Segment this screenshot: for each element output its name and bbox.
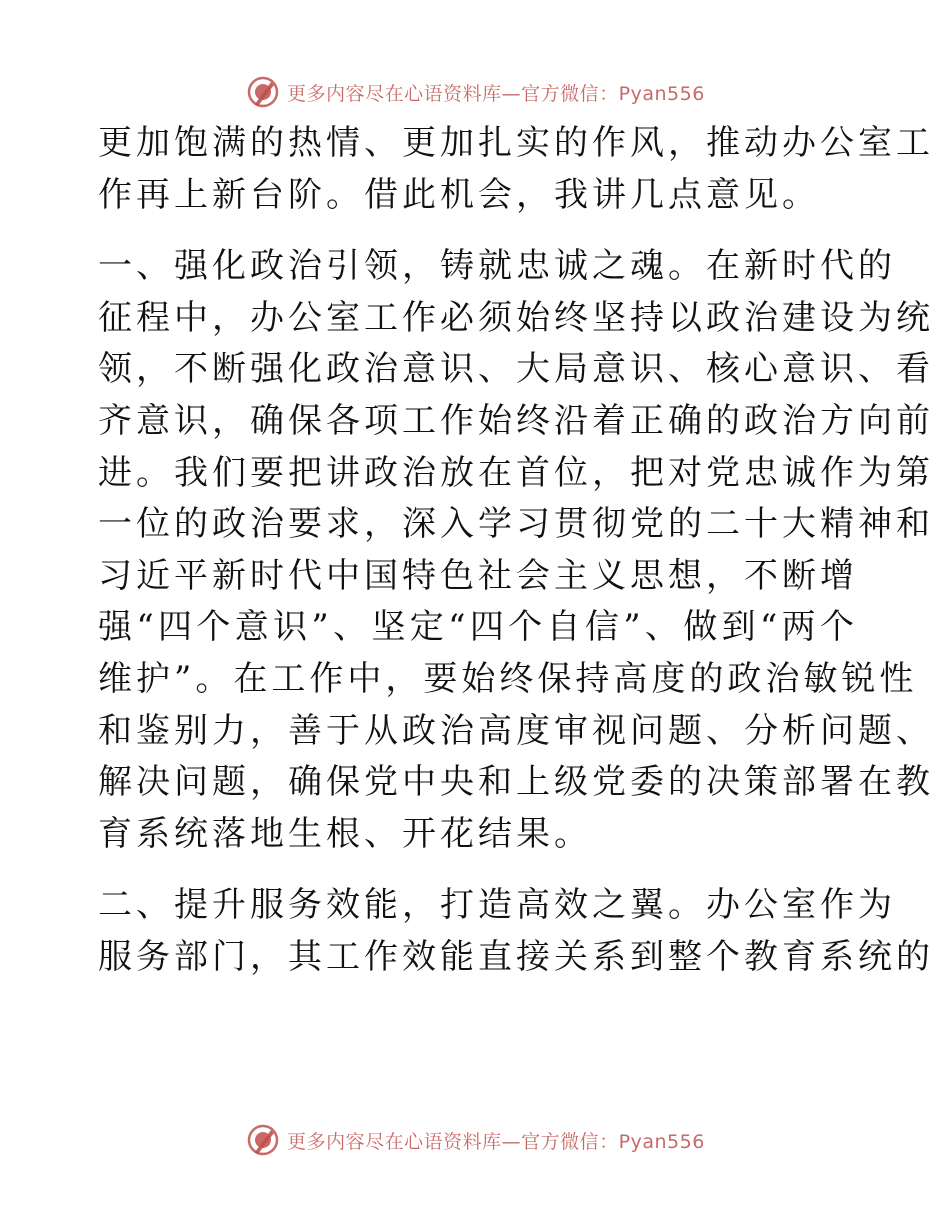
text-line: 二、提升服务效能，打造高效之翼。办公室作为 [98,885,896,926]
text-line: 进。我们要把讲政治放在首位，把对党忠诚作为第 [98,452,934,493]
text-line: 维护”。在工作中，要始终保持高度的政治敏锐性 [98,658,918,699]
text-line: 和鉴别力，善于从政治高度审视问题、分析问题、 [98,710,934,751]
text-line: 强“四个意识”、坚定“四个自信”、做到“两个 [98,607,858,648]
text-line: 领，不断强化政治意识、大局意识、核心意识、看 [98,349,934,390]
header-watermark [0,72,950,112]
text-line: 习近平新时代中国特色社会主义思想，不断增 [98,555,858,596]
text-line: 育系统落地生根、开花结果。 [98,813,592,854]
text-line: 更加饱满的热情、更加扎实的作风，推动办公室工 [98,123,934,163]
text-line: 征程中，办公室工作必须始终坚持以政治建设为统 [98,297,934,338]
document-body [98,118,934,984]
text-line: 齐意识，确保各项工作始终沿着正确的政治方向前 [98,400,934,441]
footer-watermark [0,1120,950,1160]
pen-circle-logo-icon [245,1122,281,1158]
paragraph-intro-continuation [98,118,934,221]
text-line: 一、强化政治引领，铸就忠诚之魂。在新时代的 [98,246,896,287]
paragraph-section-one [98,241,934,860]
watermark-text: 更多内容尽在心语资料库—官方微信：Pyan556 [287,82,705,105]
watermark-text: 更多内容尽在心语资料库—官方微信：Pyan556 [287,1130,705,1153]
text-line: 解决问题，确保党中央和上级党委的决策部署在教 [98,762,934,803]
text-line: 一位的政治要求，深入学习贯彻党的二十大精神和 [98,504,934,545]
text-line: 作再上新台阶。借此机会，我讲几点意见。 [98,174,820,215]
pen-circle-logo-icon [245,74,281,110]
text-line: 服务部门，其工作效能直接关系到整个教育系统的 [98,936,934,977]
paragraph-section-two [98,880,934,983]
